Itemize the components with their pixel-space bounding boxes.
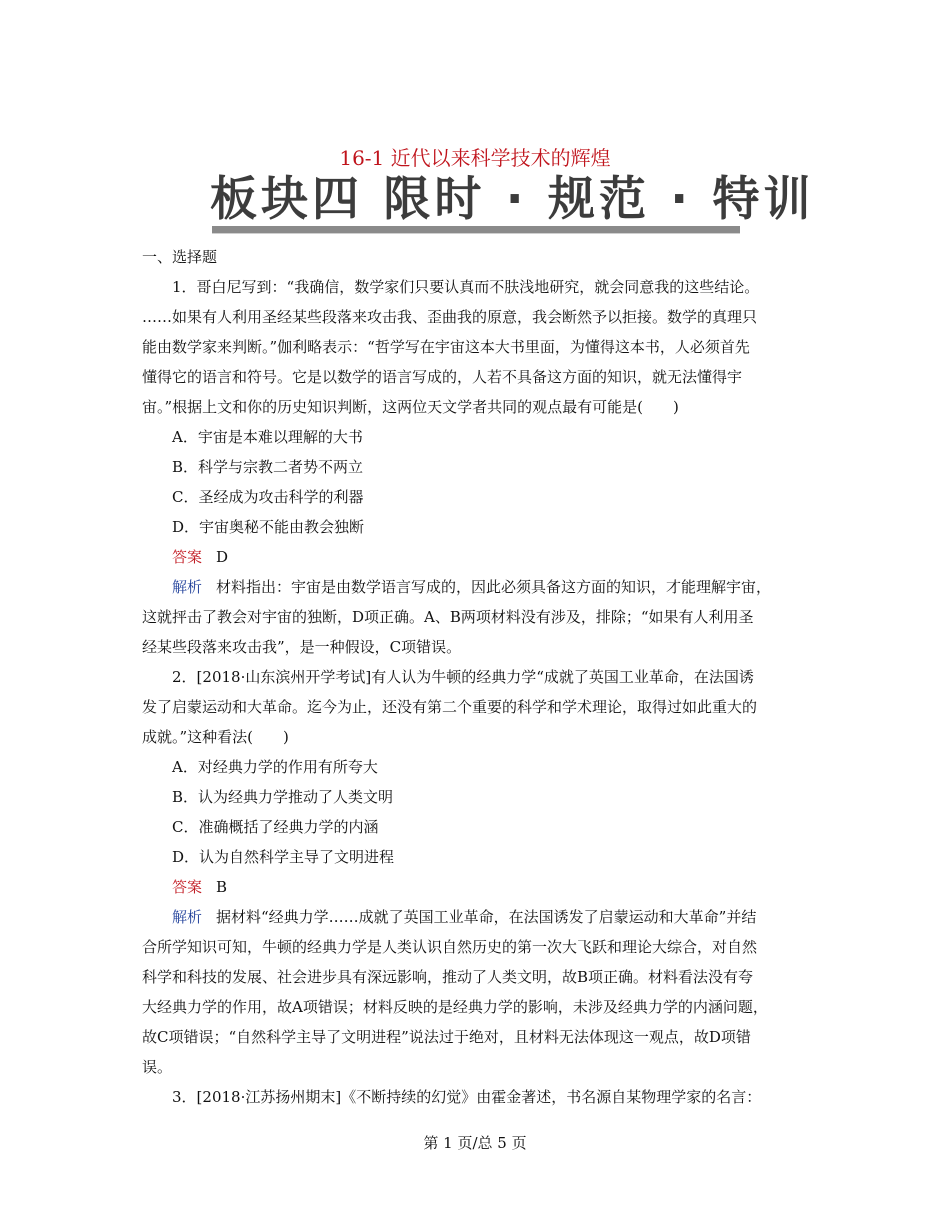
document-body xyxy=(142,242,822,1112)
q1-option-a: A．宇宙是本难以理解的大书 xyxy=(172,428,363,446)
q1-line: 宙。”根据上文和你的历史知识判断，这两位天文学者共同的观点最有可能是( ) xyxy=(142,398,679,416)
q2-option-d: D．认为自然科学主导了文明进程 xyxy=(172,848,395,866)
analysis-label: 解析 xyxy=(172,908,203,926)
q1-option-b: B．科学与宗教二者势不两立 xyxy=(172,458,364,476)
q1-answer xyxy=(142,542,822,572)
analysis-text: 据材料“经典力学……成就了英国工业革命，在法国诱发了启蒙运动和大革命”并结 xyxy=(216,908,757,926)
q2-option-b: B．认为经典力学推动了人类文明 xyxy=(172,788,394,806)
q1-analysis xyxy=(142,572,822,602)
answer-value: D xyxy=(216,548,229,566)
page-title: 16-1 近代以来科学技术的辉煌 xyxy=(339,146,611,170)
section-banner xyxy=(210,172,815,238)
q2-option-c: C．准确概括了经典力学的内涵 xyxy=(172,818,379,836)
q2-analysis-line: 大经典力学的作用，故A项错误；材料反映的是经典力学的影响，未涉及经典力学的内涵问题， xyxy=(142,998,768,1016)
q2-analysis-line: 科学和科技的发展、社会进步具有深远影响，推动了人类文明，故B项正确。材料看法没有夸 xyxy=(142,968,754,986)
q1-line: 1．哥白尼写到：“我确信，数学家们只要认真而不肤浅地研究，就会同意我的这些结论。 xyxy=(172,278,760,296)
q2-answer xyxy=(142,872,822,902)
q3-line: 3．[2018·江苏扬州期末]《不断持续的幻觉》由霍金著述，书名源自某物理学家的名言： xyxy=(172,1088,762,1106)
answer-label: 答案 xyxy=(172,548,203,566)
q2-line: 成就。”这种看法( ) xyxy=(142,728,289,746)
q2-analysis-line: 误。 xyxy=(142,1058,173,1076)
q2-line: 发了启蒙运动和大革命。迄今为止，还没有第二个重要的科学和学术理论，取得过如此重大的 xyxy=(142,698,758,716)
page-footer: 第 1 页/总 5 页 xyxy=(423,1134,527,1152)
q1-analysis-line: 这就抨击了教会对宇宙的独断，D项正确。A、B两项材料没有涉及，排除；“如果有人利用圣 xyxy=(142,608,754,626)
section-heading: 一、选择题 xyxy=(142,248,218,266)
answer-value: B xyxy=(216,878,228,896)
q1-option-d: D．宇宙奥秘不能由教会独断 xyxy=(172,518,365,536)
answer-label: 答案 xyxy=(172,878,203,896)
q2-analysis-line: 故C项错误；“自然科学主导了文明进程”说法过于绝对，且材料无法体现这一观点，故D项错 xyxy=(142,1028,751,1046)
q2-analysis-line: 合所学知识可知，牛顿的经典力学是人类认识自然历史的第一次大飞跃和理论大综合，对自然 xyxy=(142,938,758,956)
analysis-text: 材料指出：宇宙是由数学语言写成的，因此必须具备这方面的知识，才能理解宇宙， xyxy=(216,578,772,596)
q2-line: 2．[2018·山东滨州开学考试]有人认为牛顿的经典力学“成就了英国工业革命，在法国诱 xyxy=(172,668,754,686)
banner-text: 板块四 限时 · 规范 · 特训 xyxy=(210,172,815,227)
q1-option-c: C．圣经成为攻击科学的利器 xyxy=(172,488,364,506)
q1-line: 懂得它的语言和符号。它是以数学的语言写成的，人若不具备这方面的知识，就无法懂得宇 xyxy=(142,368,743,386)
analysis-label: 解析 xyxy=(172,578,203,596)
q1-analysis-line: 经某些段落来攻击我”，是一种假设，C项错误。 xyxy=(142,638,462,656)
q1-line: ……如果有人利用圣经某些段落来攻击我、歪曲我的原意，我会断然予以拒接。数学的真理只 xyxy=(142,308,758,326)
q2-option-a: A．对经典力学的作用有所夸大 xyxy=(172,758,378,776)
q1-line: 能由数学家来判断。”伽利略表示：“哲学写在宇宙这本大书里面，为懂得这本书，人必须首先 xyxy=(142,338,750,356)
q2-analysis xyxy=(142,902,822,932)
